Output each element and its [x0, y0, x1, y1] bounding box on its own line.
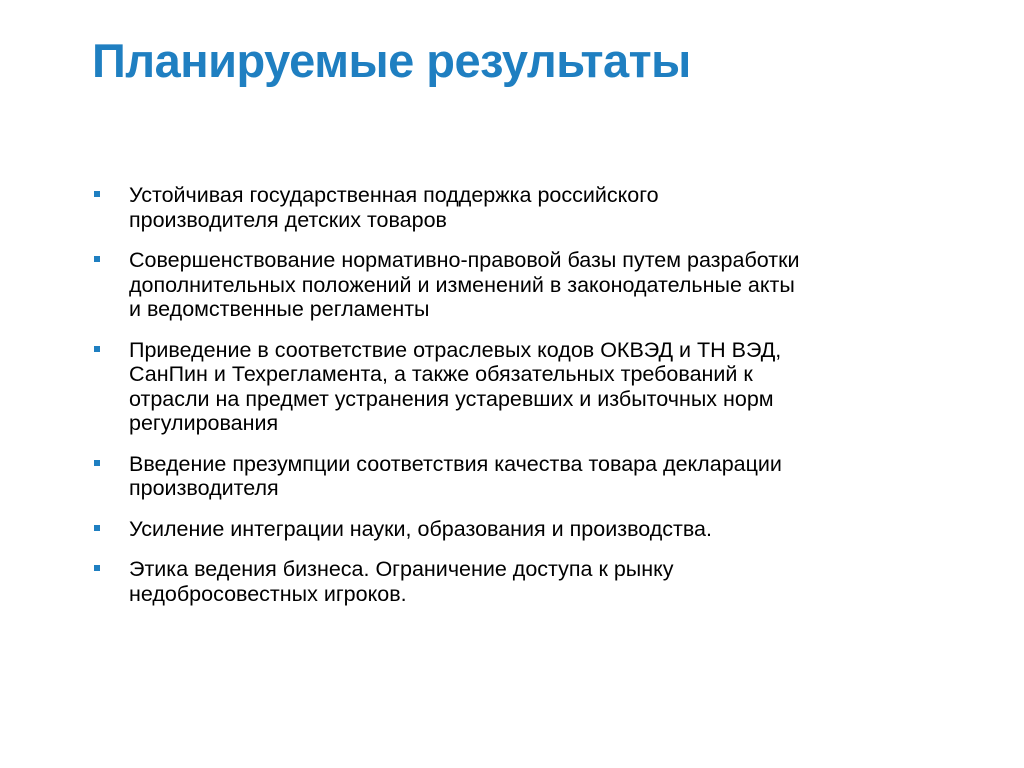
bullet-text: Устойчивая государственная поддержка российского производителя детских товаров — [129, 183, 659, 232]
square-bullet-icon — [94, 346, 100, 352]
square-bullet-icon — [94, 565, 100, 571]
bullet-item — [92, 338, 952, 436]
bullet-item — [92, 517, 952, 542]
bullet-text: Приведение в соответствие отраслевых кодов ОКВЭД и ТН ВЭД, СанПин и Техрегламента, а также обязательных требований к отрасли на предмет устранения устаревших и избыточных норм регулирования — [129, 337, 782, 435]
bullet-item — [92, 452, 952, 501]
square-bullet-icon — [94, 525, 100, 531]
bullet-text: Этика ведения бизнеса. Ограничение доступа к рынку недобросовестных игроков. — [129, 557, 674, 606]
bullet-item — [92, 248, 952, 322]
bullet-text: Усиление интеграции науки, образования и производства. — [129, 516, 712, 541]
square-bullet-icon — [94, 460, 100, 466]
bullet-item — [92, 183, 952, 232]
square-bullet-icon — [94, 256, 100, 262]
bullet-list — [92, 183, 952, 622]
bullet-text: Совершенствование нормативно-правовой базы путем разработки дополнительных положений и изменений в законодательные акты и ведомственные регламенты — [129, 248, 800, 321]
slide-title: Планируемые результаты — [92, 34, 691, 87]
bullet-text: Введение презумпции соответствия качества товара декларации производителя — [129, 451, 782, 500]
square-bullet-icon — [94, 191, 100, 197]
bullet-item — [92, 557, 952, 606]
